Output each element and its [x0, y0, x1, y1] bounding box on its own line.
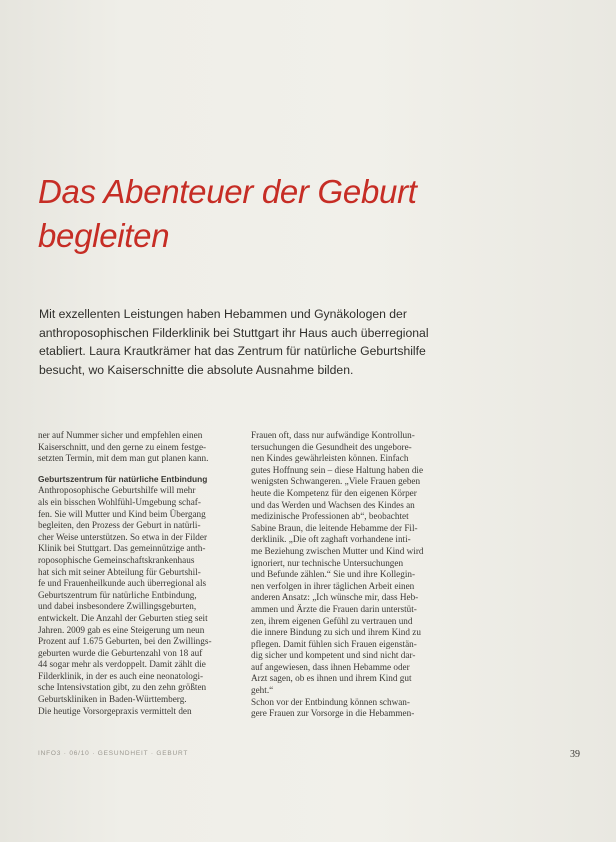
text-line: Frauen oft, dass nur aufwändige Kontrollun- — [251, 430, 415, 440]
text-line: Kaiserschnitt, und den gerne zu einem festge- — [38, 441, 207, 452]
text-line: geht.“ — [251, 685, 274, 696]
text-line: Klinik bei Stuttgart. Das gemeinnützige anth- — [38, 543, 206, 554]
text-line: begleiten, den Prozess der Geburt in natürli- — [38, 520, 201, 531]
lead-line: besucht, wo Kaiserschnitte die absolute Ausnahme bilden. — [39, 362, 354, 377]
text-line: hat sich mit seiner Abteilung für Geburtshil- — [38, 566, 201, 577]
text-line: tersuchungen die Gesundheit des ungebore- — [251, 441, 412, 452]
text-line: 44 sogar mehr als verdoppelt. Damit zählt die — [38, 659, 206, 670]
text-line: nen verfolgen in ihrer täglichen Arbeit einen — [251, 580, 415, 591]
text-line: die innere Bindung zu sich und ihrem Kind zu — [251, 627, 421, 638]
text-line: fe und Frauenheilkunde auch überregional als — [38, 578, 207, 589]
text-line: heute die Kompetenz für den eigenen Körper — [251, 487, 417, 498]
text-line: zen, ihrem eigenen Gefühl zu vertrauen und — [251, 615, 413, 626]
text-line: sche Intensivstation gibt, zu den zehn größten — [38, 682, 207, 693]
text-line: Geburtskliniken in Baden-Württemberg. — [38, 694, 187, 705]
lead-line: Mit exzellenten Leistungen haben Hebammen und Gynäkologen der — [39, 307, 407, 321]
section-subhead: Geburtszentrum für natürliche Entbindung — [38, 473, 208, 484]
text-column-left — [38, 430, 244, 717]
text-line: dig sicher und kompetent und sind nicht dar- — [251, 650, 416, 661]
title-line-2: begleiten — [38, 217, 170, 254]
text-line: roposophische Gemeinschaftskrankenhaus — [38, 554, 195, 565]
text-line: Anthroposophische Geburtshilfe will mehr — [38, 485, 196, 496]
article-title — [38, 170, 538, 258]
text-line: anderen Ansatz: „Ich wünsche mir, dass Heb- — [251, 592, 419, 603]
text-line: und Befunde zählen.“ Sie und ihre Kollegin- — [251, 569, 416, 580]
text-line: und dabei insbesondere Zwillingsgeburten, — [38, 601, 197, 612]
lead-line: etabliert. Laura Krautkrämer hat das Zentrum für natürliche Geburtshilfe — [39, 344, 426, 359]
text-line: nen Kindes gewährleisten können. Einfach — [251, 453, 409, 464]
text-line: entwickelt. Die Anzahl der Geburten stieg seit — [38, 612, 208, 623]
text-line: gere Frauen zur Vorsorge in die Hebammen- — [251, 708, 415, 719]
text-line: ner auf Nummer sicher und empfehlen einen — [38, 430, 203, 440]
title-line-1: Das Abenteuer der Geburt — [38, 173, 417, 210]
text-line: als ein bisschen Wohlfühl-Umgebung schaf- — [38, 496, 201, 507]
text-line: Arzt sagen, ob es ihnen und ihrem Kind gut — [251, 673, 412, 684]
text-line: Geburtszentrum für natürliche Entbindung, — [38, 589, 197, 600]
text-line: wenigsten Schwangeren. „Viele Frauen geben — [251, 476, 421, 487]
text-line: Sabine Braun, die leitende Hebamme der Fil- — [251, 522, 418, 533]
text-column-right — [251, 430, 457, 720]
text-line: medizinische Professionen ab“, beobachtet — [251, 511, 409, 522]
text-line: cher Weise unterstützen. So etwa in der Filder — [38, 531, 208, 542]
text-line: setzten Termin, mit dem man gut planen kann. — [38, 453, 209, 464]
running-footer: INFO3 · 06/10 · GESUNDHEIT · GEBURT — [38, 750, 189, 757]
text-line: derklinik. „Die oft zaghaft vorhandene inti- — [251, 534, 411, 545]
text-line: Schon vor der Entbindung können schwan- — [251, 696, 410, 707]
text-line: und das Werden und Wachsen des Kindes an — [251, 499, 415, 510]
text-line: geburten wurde die Geburtenzahl von 18 auf — [38, 647, 203, 658]
text-line: auf angewiesen, dass ihnen Hebamme oder — [251, 661, 410, 672]
lead-line: anthroposophischen Filderklinik bei Stuttgart ihr Haus auch überregional — [39, 325, 429, 340]
text-line: Filderklinik, in der es auch eine neonatologi- — [38, 670, 204, 681]
text-line: gutes Hoffnung sein – diese Haltung haben die — [251, 464, 424, 475]
text-line: Die heutige Vorsorgepraxis vermittelt den — [38, 705, 192, 716]
page-number: 39 — [570, 749, 580, 760]
text-line: pflegen. Damit fühlen sich Frauen eigenstän- — [251, 638, 417, 649]
text-line: ammen und Ärzte die Frauen darin unterstüt- — [251, 603, 417, 614]
text-line: Jahren. 2009 gab es eine Steigerung um neun — [38, 624, 205, 635]
text-line: ignoriert, nur technische Untersuchungen — [251, 557, 404, 568]
lead-paragraph — [39, 305, 469, 379]
text-line: me Beziehung zwischen Mutter und Kind wird — [251, 545, 424, 556]
text-line: fen. Sie will Mutter und Kind beim Übergang — [38, 508, 206, 519]
text-line: Prozent auf 1.675 Geburten, bei den Zwillings- — [38, 636, 212, 647]
